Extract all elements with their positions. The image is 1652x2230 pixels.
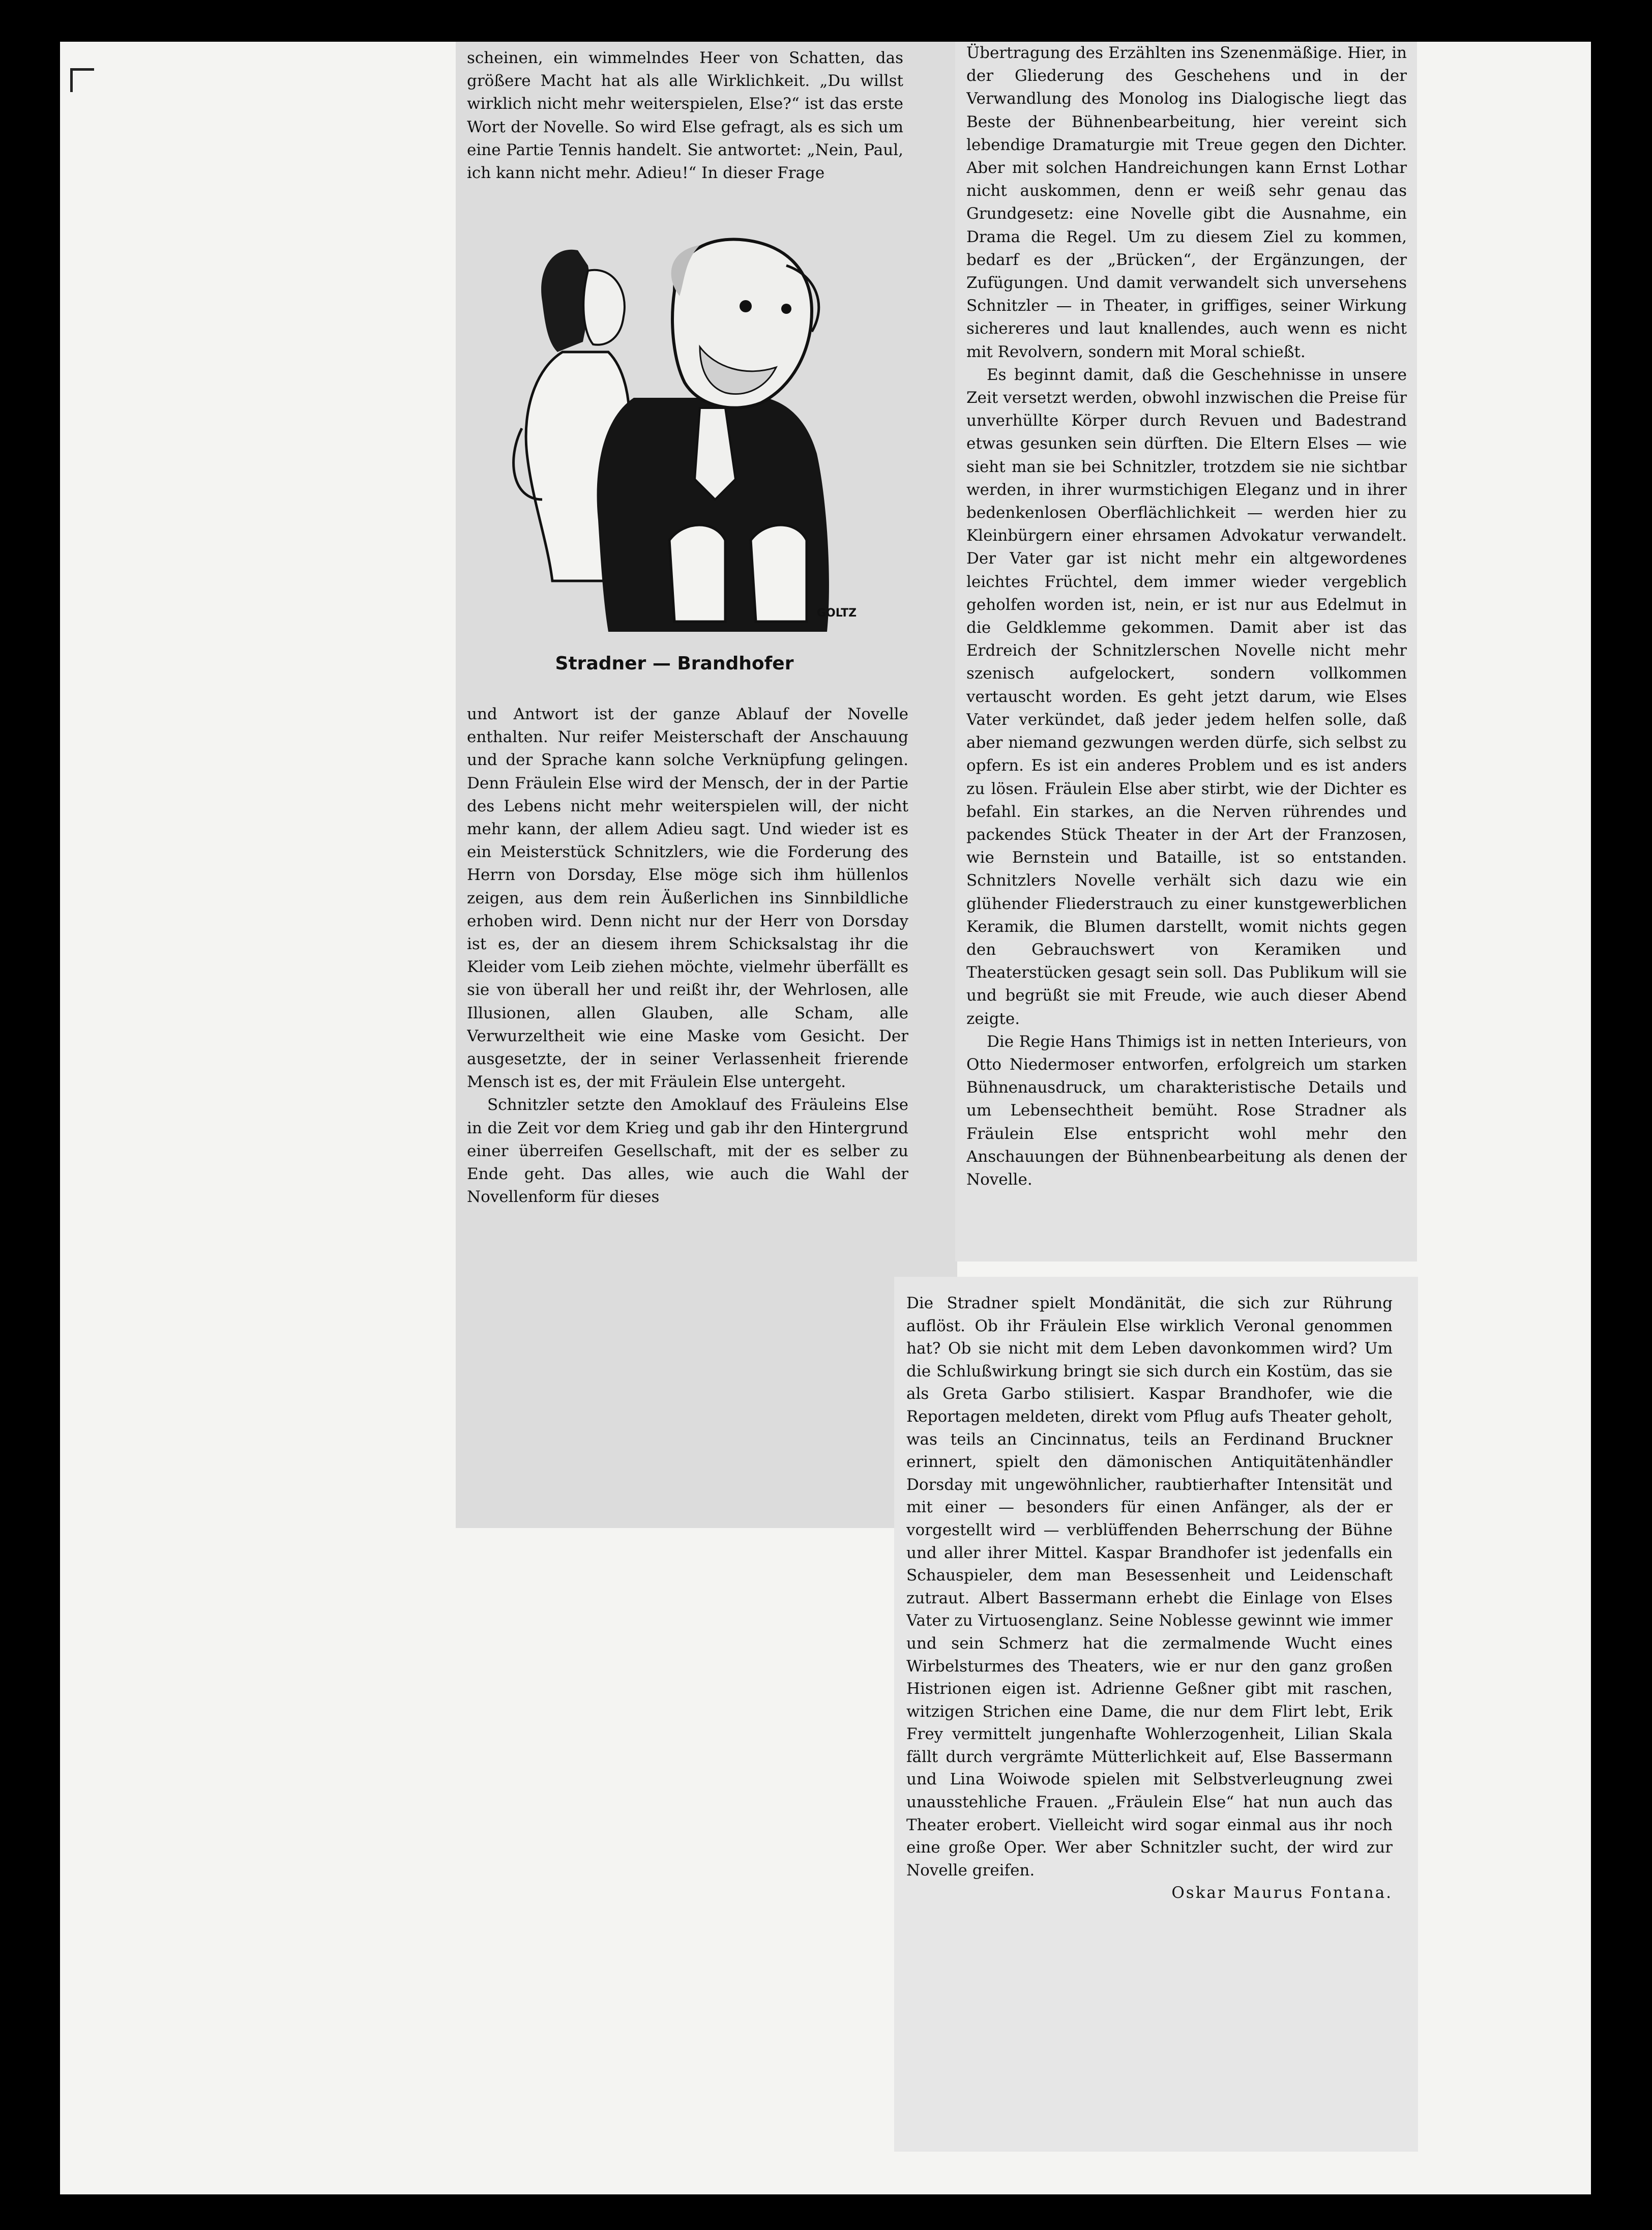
clipping-right xyxy=(955,42,1417,1261)
illustration-caption: Stradner — Brandhofer xyxy=(555,653,794,674)
column-c xyxy=(906,1292,1393,2147)
paragraph: und Antwort ist der ganze Ablauf der Novelle enthalten. Nur reifer Meisterschaft der Anschauung und der Sprache kann solche Verknüpfung gelingen. Denn Fräulein Else wird der Mensch, der in der Partie des Lebens nicht mehr weiterspielen will, der nicht mehr kann, der allem Adieu sagt. Und wieder ist es ein Meisterstück Schnitzlers, wie die Forderung des Herrn von Dorsday, Else möge sich ihm hüllenlos zeigen, aus dem rein Äußerlichen ins Sinnbildliche erhoben wird. Denn nicht nur der Herr von Dorsday ist es, der an diesem ihrem Schicksalstag ihr die Kleider vom Leib ziehen möchte, vielmehr überfällt es sie von überall her und reißt ihr, der Wehrlosen, alle Illusionen, allen Glauben, alle Scham, alle Verwurzeltheit wie eine Maske vom Gesicht. Der ausgesetzte, der in seiner Verlassenheit frierende Mensch ist es, der mit Fräulein Else untergeht. xyxy=(467,705,908,1092)
column-b xyxy=(966,42,1407,1252)
crop-mark xyxy=(70,68,94,92)
paragraph: Übertragung des Erzählten ins Szenenmäßige. Hier, in der Gliederung des Geschehens und in der Verwandlung des Monolog ins Dialogische liegt das Beste der Bühnenbearbeitung, hier vereint sich lebendige Dramaturgie mit Treue gegen den Dichter. Aber mit solchen Handreichungen kann Ernst Lothar nicht auskommen, denn er weiß sehr genau das Grundgesetz: eine Novelle gibt die Ausnahme, ein Drama die Regel. Um zu diesem Ziel zu kommen, bedarf es der „Brücken“, der Ergänzungen, der Zufügungen. Und damit verwandelt sich unversehens Schnitzler — in Theater, in griffiges, seiner Wirkung sichereres und laut knallendes, auch wenn es nicht mit Revolvern, sondern mit Moral schießt. xyxy=(966,44,1407,361)
paragraph: Es beginnt damit, daß die Geschehnisse in unsere Zeit versetzt werden, obwohl inzwischen die Preise für unverhüllte Körper durch Revuen und Badestrand etwas gesunken sein dürften. Die Eltern Elses — wie sieht man sie bei Schnitzler, trotzdem sie nie sichtbar werden, in ihrer wurmstichigen Eleganz und in ihrer bedenkenlosen Oberflächlichkeit — werden hier zu Kleinbürgern einer ehrsamen Advokatur verwandelt. Der Vater gar ist nicht mehr ein altgewordenes leichtes Früchtel, dem immer wieder vergeblich geholfen worden ist, nein, er ist nur aus Edelmut in die Geldklemme gekommen. Damit aber ist das Erdreich der Schnitzlerschen Novelle nicht mehr szenisch aufgelockert, sondern vollkommen vertauscht worden. Es geht jetzt darum, wie Elses Vater verkündet, daß jeder jedem helfen solle, daß aber niemand gezwungen werden dürfe, sich selbst zu opfern. Es ist ein anderes Problem und es ist anders zu lösen. Fräulein Else aber stirbt, wie der Dichter es befahl. Ein starkes, an die Nerven rührendes und packendes Stück Theater in der Art der Franzosen, wie Bernstein und Bataille, ist so entstanden. Schnitzlers Novelle verhält sich dazu wie ein glühender Fliederstrauch zu einer kunstgewerblichen Keramik, die Blumen darstellt, womit nichts gegen den Gebrauchswert von Keramiken und Theaterstücken gesagt sein soll. Das Publikum will sie und begrüßt sie mit Freude, wie auch dieser Abend zeigte. xyxy=(966,365,1407,1028)
column-a-bottom xyxy=(467,703,908,1303)
paragraph: Die Regie Hans Thimigs ist in netten Interieurs, von Otto Niedermoser entworfen, erfolgreich um starken Bühnenausdruck, um charakteristische Details und um Lebensechtheit bemüht. Rose Stradner als Fräulein Else entspricht wohl mehr den Anschauungen der Bühnenbearbeitung als denen der Novelle. xyxy=(966,1032,1407,1189)
author-signature: Oskar Maurus Fontana. xyxy=(1171,1884,1393,1902)
paragraph: Die Stradner spielt Mondänität, die sich zur Rührung auflöst. Ob ihr Fräulein Else wirklich Veronal genommen hat? Ob sie nicht mit dem Leben davonkommen wird? Um die Schlußwirkung bringt sie sich durch ein Kostüm, das sie als Greta Garbo stilisiert. Kaspar Brandhofer, wie die Reportagen meldeten, direkt vom Pflug aufs Theater geholt, was teils an Cincinnatus, teils an Ferdinand Bruckner erinnert, spielt den dämonischen Antiquitätenhändler Dorsday mit ungewöhnlicher, raubtierhafter Intensität und mit einer — besonders für einen Anfänger, als der er vorgestellt wird — verblüffenden Beherrschung der Bühne und aller ihrer Mittel. Kaspar Brandhofer ist jedenfalls ein Schauspieler, dem man Besessenheit und Leidenschaft zutraut. Albert Bassermann erhebt die Einlage von Elses Vater zu Virtuosenglanz. Seine Noblesse gewinnt wie immer und sein Schmerz hat die zermalmende Wucht eines Wirbelsturmes des Theaters, wie er nur den ganz großen Histrionen eigen ist. Adrienne Geßner gibt mit raschen, witzigen Strichen eine Dame, die nur dem Flirt lebt, Erik Frey vermittelt jungenhafte Wohlerzogenheit, Lilian Skala fällt durch vergrämte Mütterlichkeit auf, Else Bassermann und Lina Woiwode spielen mit Selbstverleugnung zwei unausstehliche Frauen. „Fräulein Else“ hat nun auch das Theater erobert. Vielleicht wird sogar einmal aus ihr noch eine große Oper. Wer aber Schnitzler sucht, der wird zur Novelle greifen. xyxy=(906,1294,1393,1880)
scan-page xyxy=(60,42,1591,2194)
caricature-illustration xyxy=(461,215,888,647)
paragraph: scheinen, ein wimmelndes Heer von Schatten, das größere Macht hat als alle Wirklichkeit. „Du willst wirklich nicht mehr weiterspielen, Else?“ ist das erste Wort der Novelle. So wird Else gefragt, als es sich um eine Partie Tennis handelt. Sie antwortet: „Nein, Paul, ich kann nicht mehr. Adieu!“ In dieser Frage xyxy=(467,49,903,183)
column-a-top xyxy=(467,47,903,210)
paragraph: Schnitzler setzte den Amoklauf des Fräuleins Else in die Zeit vor dem Krieg und gab ihr den Hintergrund einer überreifen Gesellschaft, mit der es selber zu Ende geht. Das alles, wie auch die Wahl der Novellenform für dieses xyxy=(467,1096,908,1207)
clipping-continuation xyxy=(894,1277,1418,2152)
artist-signature: GOLTZ xyxy=(817,607,857,620)
clipping-left xyxy=(456,42,957,1528)
